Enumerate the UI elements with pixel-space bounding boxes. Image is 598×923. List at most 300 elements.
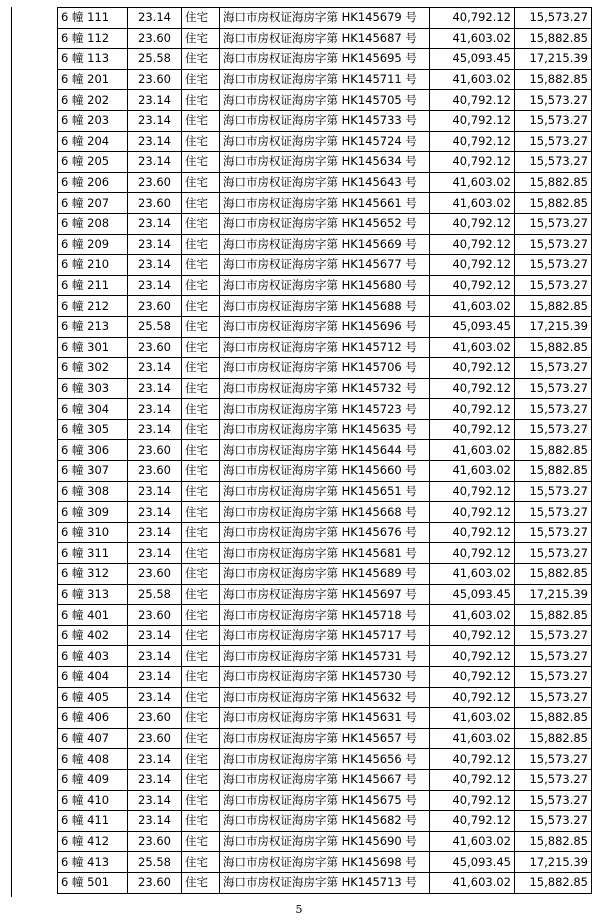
usage-cell: 住宅	[182, 275, 220, 296]
unit-number-cell: 6 幢 208	[58, 213, 128, 234]
certificate-number-cell: 海口市房权证海房字第 HK145661 号	[220, 193, 430, 214]
unit-number-cell: 6 幢 111	[58, 8, 128, 29]
unit-number-cell: 6 幢 113	[58, 49, 128, 70]
amount-cell: 15,573.27	[515, 131, 592, 152]
amount-cell: 15,882.85	[515, 296, 592, 317]
area-cell: 23.60	[128, 193, 182, 214]
certificate-number-cell: 海口市房权证海房字第 HK145706 号	[220, 358, 430, 379]
unit-number-cell: 6 幢 302	[58, 358, 128, 379]
usage-cell: 住宅	[182, 296, 220, 317]
amount-cell: 15,882.85	[515, 605, 592, 626]
unit-number-cell: 6 幢 406	[58, 708, 128, 729]
table-row	[58, 296, 592, 317]
value-cell: 40,792.12	[430, 790, 515, 811]
value-cell: 40,792.12	[430, 502, 515, 523]
amount-cell: 15,573.27	[515, 481, 592, 502]
value-cell: 40,792.12	[430, 358, 515, 379]
area-cell: 23.60	[128, 728, 182, 749]
value-cell: 40,792.12	[430, 625, 515, 646]
value-cell: 45,093.45	[430, 852, 515, 873]
amount-cell: 17,215.39	[515, 584, 592, 605]
area-cell: 23.14	[128, 687, 182, 708]
usage-cell: 住宅	[182, 667, 220, 688]
area-cell: 23.14	[128, 481, 182, 502]
certificate-number-cell: 海口市房权证海房字第 HK145730 号	[220, 667, 430, 688]
amount-cell: 15,573.27	[515, 152, 592, 173]
value-cell: 40,792.12	[430, 399, 515, 420]
usage-cell: 住宅	[182, 564, 220, 585]
certificate-number-cell: 海口市房权证海房字第 HK145635 号	[220, 419, 430, 440]
area-cell: 23.14	[128, 749, 182, 770]
certificate-number-cell: 海口市房权证海房字第 HK145682 号	[220, 811, 430, 832]
table-row	[58, 90, 592, 111]
table-row	[58, 337, 592, 358]
area-cell: 23.14	[128, 667, 182, 688]
usage-cell: 住宅	[182, 8, 220, 29]
unit-number-cell: 6 幢 213	[58, 316, 128, 337]
value-cell: 40,792.12	[430, 213, 515, 234]
amount-cell: 15,882.85	[515, 461, 592, 482]
usage-cell: 住宅	[182, 790, 220, 811]
certificate-number-cell: 海口市房权证海房字第 HK145717 号	[220, 625, 430, 646]
table-row	[58, 708, 592, 729]
value-cell: 41,603.02	[430, 440, 515, 461]
value-cell: 41,603.02	[430, 337, 515, 358]
area-cell: 25.58	[128, 584, 182, 605]
unit-number-cell: 6 幢 409	[58, 769, 128, 790]
table-row	[58, 481, 592, 502]
unit-number-cell: 6 幢 401	[58, 605, 128, 626]
certificate-number-cell: 海口市房权证海房字第 HK145711 号	[220, 69, 430, 90]
table-row	[58, 502, 592, 523]
unit-number-cell: 6 幢 301	[58, 337, 128, 358]
usage-cell: 住宅	[182, 769, 220, 790]
area-cell: 23.60	[128, 708, 182, 729]
table-row	[58, 358, 592, 379]
value-cell: 40,792.12	[430, 110, 515, 131]
value-cell: 41,603.02	[430, 605, 515, 626]
area-cell: 23.14	[128, 543, 182, 564]
value-cell: 40,792.12	[430, 90, 515, 111]
unit-number-cell: 6 幢 407	[58, 728, 128, 749]
area-cell: 23.60	[128, 69, 182, 90]
area-cell: 23.60	[128, 564, 182, 585]
usage-cell: 住宅	[182, 172, 220, 193]
amount-cell: 15,573.27	[515, 275, 592, 296]
usage-cell: 住宅	[182, 543, 220, 564]
area-cell: 23.14	[128, 358, 182, 379]
property-register-table	[57, 7, 592, 894]
certificate-number-cell: 海口市房权证海房字第 HK145705 号	[220, 90, 430, 111]
table-row	[58, 687, 592, 708]
unit-number-cell: 6 幢 403	[58, 646, 128, 667]
usage-cell: 住宅	[182, 502, 220, 523]
certificate-number-cell: 海口市房权证海房字第 HK145676 号	[220, 522, 430, 543]
table-row	[58, 110, 592, 131]
certificate-number-cell: 海口市房权证海房字第 HK145631 号	[220, 708, 430, 729]
amount-cell: 15,573.27	[515, 419, 592, 440]
table-row	[58, 234, 592, 255]
table-row	[58, 605, 592, 626]
usage-cell: 住宅	[182, 213, 220, 234]
certificate-number-cell: 海口市房权证海房字第 HK145669 号	[220, 234, 430, 255]
certificate-number-cell: 海口市房权证海房字第 HK145679 号	[220, 8, 430, 29]
table-row	[58, 49, 592, 70]
usage-cell: 住宅	[182, 625, 220, 646]
value-cell: 41,603.02	[430, 872, 515, 893]
table-row	[58, 749, 592, 770]
unit-number-cell: 6 幢 410	[58, 790, 128, 811]
usage-cell: 住宅	[182, 316, 220, 337]
value-cell: 41,603.02	[430, 831, 515, 852]
area-cell: 25.58	[128, 316, 182, 337]
amount-cell: 15,573.27	[515, 769, 592, 790]
area-cell: 23.60	[128, 337, 182, 358]
unit-number-cell: 6 幢 207	[58, 193, 128, 214]
value-cell: 41,603.02	[430, 69, 515, 90]
area-cell: 23.14	[128, 646, 182, 667]
certificate-number-cell: 海口市房权证海房字第 HK145651 号	[220, 481, 430, 502]
certificate-number-cell: 海口市房权证海房字第 HK145632 号	[220, 687, 430, 708]
unit-number-cell: 6 幢 501	[58, 872, 128, 893]
value-cell: 40,792.12	[430, 275, 515, 296]
value-cell: 40,792.12	[430, 667, 515, 688]
value-cell: 40,792.12	[430, 543, 515, 564]
usage-cell: 住宅	[182, 193, 220, 214]
unit-number-cell: 6 幢 313	[58, 584, 128, 605]
certificate-number-cell: 海口市房权证海房字第 HK145652 号	[220, 213, 430, 234]
value-cell: 40,792.12	[430, 646, 515, 667]
value-cell: 40,792.12	[430, 131, 515, 152]
area-cell: 23.60	[128, 461, 182, 482]
area-cell: 23.14	[128, 522, 182, 543]
value-cell: 40,792.12	[430, 234, 515, 255]
table-row	[58, 378, 592, 399]
value-cell: 40,792.12	[430, 687, 515, 708]
certificate-number-cell: 海口市房权证海房字第 HK145680 号	[220, 275, 430, 296]
usage-cell: 住宅	[182, 461, 220, 482]
unit-number-cell: 6 幢 305	[58, 419, 128, 440]
value-cell: 40,792.12	[430, 522, 515, 543]
certificate-number-cell: 海口市房权证海房字第 HK145667 号	[220, 769, 430, 790]
unit-number-cell: 6 幢 306	[58, 440, 128, 461]
usage-cell: 住宅	[182, 110, 220, 131]
unit-number-cell: 6 幢 204	[58, 131, 128, 152]
area-cell: 23.14	[128, 131, 182, 152]
amount-cell: 17,215.39	[515, 49, 592, 70]
certificate-number-cell: 海口市房权证海房字第 HK145634 号	[220, 152, 430, 173]
certificate-number-cell: 海口市房权证海房字第 HK145731 号	[220, 646, 430, 667]
amount-cell: 17,215.39	[515, 852, 592, 873]
table-row	[58, 131, 592, 152]
unit-number-cell: 6 幢 312	[58, 564, 128, 585]
amount-cell: 15,882.85	[515, 337, 592, 358]
value-cell: 45,093.45	[430, 49, 515, 70]
area-cell: 23.60	[128, 172, 182, 193]
table-row	[58, 811, 592, 832]
table-body	[58, 8, 592, 894]
certificate-number-cell: 海口市房权证海房字第 HK145689 号	[220, 564, 430, 585]
usage-cell: 住宅	[182, 831, 220, 852]
usage-cell: 住宅	[182, 522, 220, 543]
area-cell: 23.14	[128, 790, 182, 811]
usage-cell: 住宅	[182, 646, 220, 667]
area-cell: 23.14	[128, 213, 182, 234]
table-row	[58, 646, 592, 667]
certificate-number-cell: 海口市房权证海房字第 HK145677 号	[220, 255, 430, 276]
area-cell: 23.14	[128, 625, 182, 646]
usage-cell: 住宅	[182, 399, 220, 420]
table-row	[58, 522, 592, 543]
usage-cell: 住宅	[182, 687, 220, 708]
table-row	[58, 625, 592, 646]
amount-cell: 15,573.27	[515, 522, 592, 543]
area-cell: 23.60	[128, 440, 182, 461]
unit-number-cell: 6 幢 212	[58, 296, 128, 317]
value-cell: 45,093.45	[430, 316, 515, 337]
certificate-number-cell: 海口市房权证海房字第 HK145696 号	[220, 316, 430, 337]
certificate-number-cell: 海口市房权证海房字第 HK145697 号	[220, 584, 430, 605]
usage-cell: 住宅	[182, 749, 220, 770]
amount-cell: 15,882.85	[515, 28, 592, 49]
amount-cell: 15,573.27	[515, 358, 592, 379]
value-cell: 41,603.02	[430, 564, 515, 585]
value-cell: 40,792.12	[430, 769, 515, 790]
amount-cell: 15,573.27	[515, 646, 592, 667]
table-row	[58, 872, 592, 893]
certificate-number-cell: 海口市房权证海房字第 HK145698 号	[220, 852, 430, 873]
area-cell: 23.14	[128, 502, 182, 523]
unit-number-cell: 6 幢 309	[58, 502, 128, 523]
area-cell: 23.60	[128, 872, 182, 893]
usage-cell: 住宅	[182, 234, 220, 255]
certificate-number-cell: 海口市房权证海房字第 HK145688 号	[220, 296, 430, 317]
unit-number-cell: 6 幢 311	[58, 543, 128, 564]
usage-cell: 住宅	[182, 131, 220, 152]
unit-number-cell: 6 幢 211	[58, 275, 128, 296]
table-row	[58, 461, 592, 482]
unit-number-cell: 6 幢 402	[58, 625, 128, 646]
area-cell: 23.14	[128, 8, 182, 29]
area-cell: 23.14	[128, 234, 182, 255]
certificate-number-cell: 海口市房权证海房字第 HK145718 号	[220, 605, 430, 626]
usage-cell: 住宅	[182, 440, 220, 461]
page-frame-line	[11, 7, 12, 897]
certificate-number-cell: 海口市房权证海房字第 HK145687 号	[220, 28, 430, 49]
unit-number-cell: 6 幢 310	[58, 522, 128, 543]
table-row	[58, 440, 592, 461]
certificate-number-cell: 海口市房权证海房字第 HK145732 号	[220, 378, 430, 399]
unit-number-cell: 6 幢 307	[58, 461, 128, 482]
value-cell: 41,603.02	[430, 296, 515, 317]
usage-cell: 住宅	[182, 728, 220, 749]
table-row	[58, 213, 592, 234]
usage-cell: 住宅	[182, 28, 220, 49]
area-cell: 23.60	[128, 831, 182, 852]
table-row	[58, 316, 592, 337]
table-row	[58, 419, 592, 440]
area-cell: 23.60	[128, 605, 182, 626]
amount-cell: 17,215.39	[515, 316, 592, 337]
area-cell: 23.14	[128, 399, 182, 420]
unit-number-cell: 6 幢 412	[58, 831, 128, 852]
unit-number-cell: 6 幢 304	[58, 399, 128, 420]
table-row	[58, 69, 592, 90]
amount-cell: 15,573.27	[515, 110, 592, 131]
table-row	[58, 769, 592, 790]
area-cell: 23.14	[128, 255, 182, 276]
certificate-number-cell: 海口市房权证海房字第 HK145681 号	[220, 543, 430, 564]
value-cell: 41,603.02	[430, 28, 515, 49]
usage-cell: 住宅	[182, 852, 220, 873]
usage-cell: 住宅	[182, 69, 220, 90]
amount-cell: 15,573.27	[515, 790, 592, 811]
amount-cell: 15,573.27	[515, 8, 592, 29]
value-cell: 40,792.12	[430, 255, 515, 276]
amount-cell: 15,882.85	[515, 728, 592, 749]
area-cell: 23.14	[128, 811, 182, 832]
unit-number-cell: 6 幢 303	[58, 378, 128, 399]
usage-cell: 住宅	[182, 708, 220, 729]
amount-cell: 15,573.27	[515, 399, 592, 420]
amount-cell: 15,573.27	[515, 543, 592, 564]
amount-cell: 15,882.85	[515, 872, 592, 893]
table-row	[58, 172, 592, 193]
certificate-number-cell: 海口市房权证海房字第 HK145690 号	[220, 831, 430, 852]
unit-number-cell: 6 幢 202	[58, 90, 128, 111]
amount-cell: 15,882.85	[515, 440, 592, 461]
certificate-number-cell: 海口市房权证海房字第 HK145657 号	[220, 728, 430, 749]
value-cell: 41,603.02	[430, 728, 515, 749]
area-cell: 23.14	[128, 378, 182, 399]
table-row	[58, 399, 592, 420]
value-cell: 41,603.02	[430, 172, 515, 193]
amount-cell: 15,882.85	[515, 69, 592, 90]
certificate-number-cell: 海口市房权证海房字第 HK145713 号	[220, 872, 430, 893]
value-cell: 41,603.02	[430, 461, 515, 482]
table-row	[58, 584, 592, 605]
certificate-number-cell: 海口市房权证海房字第 HK145668 号	[220, 502, 430, 523]
table-row	[58, 852, 592, 873]
usage-cell: 住宅	[182, 358, 220, 379]
usage-cell: 住宅	[182, 481, 220, 502]
amount-cell: 15,882.85	[515, 831, 592, 852]
certificate-number-cell: 海口市房权证海房字第 HK145660 号	[220, 461, 430, 482]
certificate-number-cell: 海口市房权证海房字第 HK145712 号	[220, 337, 430, 358]
table-row	[58, 152, 592, 173]
certificate-number-cell: 海口市房权证海房字第 HK145733 号	[220, 110, 430, 131]
usage-cell: 住宅	[182, 584, 220, 605]
unit-number-cell: 6 幢 404	[58, 667, 128, 688]
value-cell: 41,603.02	[430, 193, 515, 214]
value-cell: 45,093.45	[430, 584, 515, 605]
usage-cell: 住宅	[182, 605, 220, 626]
value-cell: 40,792.12	[430, 378, 515, 399]
unit-number-cell: 6 幢 405	[58, 687, 128, 708]
amount-cell: 15,882.85	[515, 172, 592, 193]
usage-cell: 住宅	[182, 419, 220, 440]
certificate-number-cell: 海口市房权证海房字第 HK145644 号	[220, 440, 430, 461]
amount-cell: 15,573.27	[515, 255, 592, 276]
area-cell: 25.58	[128, 852, 182, 873]
amount-cell: 15,573.27	[515, 749, 592, 770]
table-row	[58, 564, 592, 585]
value-cell: 40,792.12	[430, 8, 515, 29]
area-cell: 23.14	[128, 275, 182, 296]
amount-cell: 15,573.27	[515, 378, 592, 399]
usage-cell: 住宅	[182, 90, 220, 111]
certificate-number-cell: 海口市房权证海房字第 HK145675 号	[220, 790, 430, 811]
usage-cell: 住宅	[182, 378, 220, 399]
value-cell: 40,792.12	[430, 152, 515, 173]
amount-cell: 15,573.27	[515, 687, 592, 708]
amount-cell: 15,882.85	[515, 564, 592, 585]
usage-cell: 住宅	[182, 49, 220, 70]
area-cell: 23.14	[128, 769, 182, 790]
table-row	[58, 667, 592, 688]
unit-number-cell: 6 幢 411	[58, 811, 128, 832]
value-cell: 40,792.12	[430, 481, 515, 502]
table-row	[58, 831, 592, 852]
area-cell: 25.58	[128, 49, 182, 70]
value-cell: 40,792.12	[430, 811, 515, 832]
unit-number-cell: 6 幢 205	[58, 152, 128, 173]
unit-number-cell: 6 幢 203	[58, 110, 128, 131]
table-row	[58, 543, 592, 564]
amount-cell: 15,573.27	[515, 667, 592, 688]
table-row	[58, 8, 592, 29]
page-number: 5	[295, 903, 303, 916]
usage-cell: 住宅	[182, 255, 220, 276]
table-row	[58, 728, 592, 749]
table-row	[58, 28, 592, 49]
area-cell: 23.14	[128, 419, 182, 440]
area-cell: 23.14	[128, 110, 182, 131]
amount-cell: 15,573.27	[515, 811, 592, 832]
area-cell: 23.14	[128, 90, 182, 111]
usage-cell: 住宅	[182, 152, 220, 173]
usage-cell: 住宅	[182, 872, 220, 893]
usage-cell: 住宅	[182, 811, 220, 832]
amount-cell: 15,882.85	[515, 193, 592, 214]
value-cell: 40,792.12	[430, 749, 515, 770]
usage-cell: 住宅	[182, 337, 220, 358]
certificate-number-cell: 海口市房权证海房字第 HK145695 号	[220, 49, 430, 70]
certificate-number-cell: 海口市房权证海房字第 HK145723 号	[220, 399, 430, 420]
certificate-number-cell: 海口市房权证海房字第 HK145643 号	[220, 172, 430, 193]
amount-cell: 15,573.27	[515, 234, 592, 255]
value-cell: 41,603.02	[430, 708, 515, 729]
value-cell: 40,792.12	[430, 419, 515, 440]
unit-number-cell: 6 幢 209	[58, 234, 128, 255]
amount-cell: 15,882.85	[515, 708, 592, 729]
certificate-number-cell: 海口市房权证海房字第 HK145724 号	[220, 131, 430, 152]
amount-cell: 15,573.27	[515, 625, 592, 646]
unit-number-cell: 6 幢 206	[58, 172, 128, 193]
unit-number-cell: 6 幢 112	[58, 28, 128, 49]
amount-cell: 15,573.27	[515, 213, 592, 234]
table-row	[58, 255, 592, 276]
area-cell: 23.14	[128, 152, 182, 173]
table-row	[58, 790, 592, 811]
unit-number-cell: 6 幢 201	[58, 69, 128, 90]
unit-number-cell: 6 幢 408	[58, 749, 128, 770]
table-row	[58, 193, 592, 214]
amount-cell: 15,573.27	[515, 90, 592, 111]
unit-number-cell: 6 幢 413	[58, 852, 128, 873]
certificate-number-cell: 海口市房权证海房字第 HK145656 号	[220, 749, 430, 770]
unit-number-cell: 6 幢 308	[58, 481, 128, 502]
